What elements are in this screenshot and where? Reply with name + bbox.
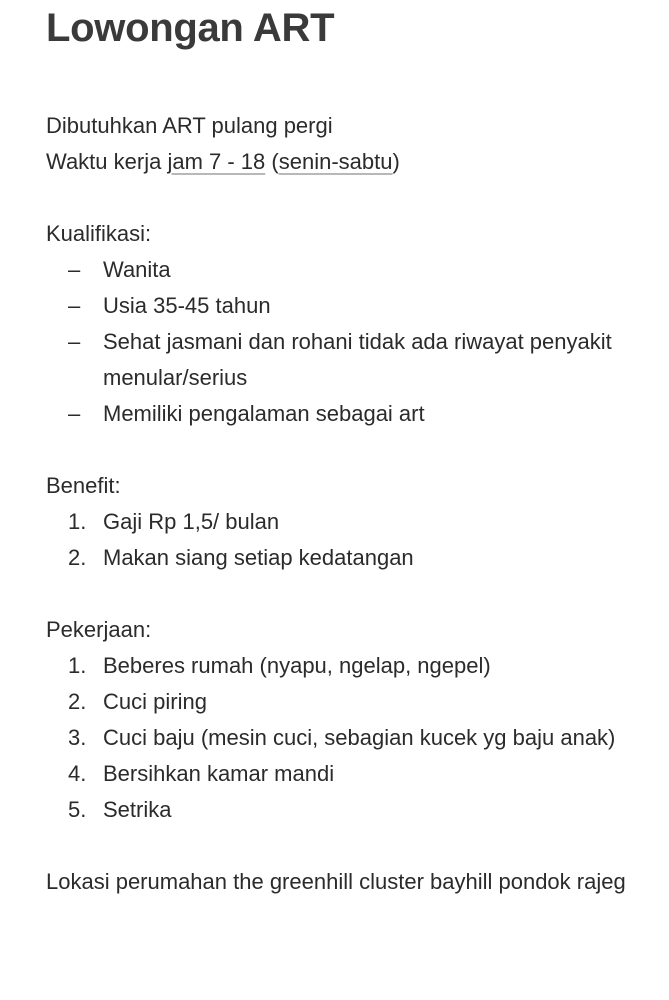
- intro-line-2-prefix: Waktu kerja: [46, 149, 168, 174]
- kualifikasi-list: [46, 252, 649, 432]
- list-item-text: Makan siang setiap kedatangan: [103, 545, 414, 570]
- spacer: [46, 52, 649, 108]
- kualifikasi-heading: Kualifikasi:: [46, 221, 152, 246]
- list-item: [46, 648, 649, 684]
- spacer: [46, 180, 649, 216]
- list-item: [46, 252, 649, 288]
- number-marker: 4.: [68, 761, 87, 786]
- list-item: [46, 540, 649, 576]
- list-item-text: Usia 35-45 tahun: [103, 293, 271, 318]
- list-item-text: Cuci piring: [103, 689, 207, 714]
- number-marker: 2.: [68, 545, 87, 570]
- number-marker: 1.: [68, 509, 87, 534]
- list-item-text: Gaji Rp 1,5/ bulan: [103, 509, 280, 534]
- list-item: [46, 792, 649, 828]
- list-item: [46, 504, 649, 540]
- list-item: [46, 720, 649, 756]
- dash-marker: –: [68, 257, 81, 282]
- list-item-text: Memiliki pengalaman sebagai art: [103, 401, 425, 426]
- dash-marker: –: [68, 293, 81, 318]
- list-item-text: Wanita: [103, 257, 171, 282]
- number-marker: 2.: [68, 689, 87, 714]
- list-item-text: Bersihkan kamar mandi: [103, 761, 335, 786]
- list-item-text: Cuci baju (mesin cuci, sebagian kucek yg baju anak): [103, 725, 616, 750]
- dash-marker: –: [68, 401, 81, 426]
- intro-line-2-mid: (: [265, 149, 279, 174]
- pekerjaan-heading: Pekerjaan:: [46, 617, 152, 642]
- list-item: [46, 756, 649, 792]
- list-item: [46, 396, 649, 432]
- list-item: [46, 288, 649, 324]
- detected-date-link[interactable]: senin-sabtu: [278, 149, 393, 174]
- list-item: [46, 324, 649, 396]
- spacer: [46, 576, 649, 612]
- intro-line-2: [46, 144, 649, 180]
- spacer: [46, 432, 649, 468]
- dash-marker: –: [68, 329, 81, 354]
- number-marker: 5.: [68, 797, 87, 822]
- benefit-heading: Benefit:: [46, 473, 121, 498]
- number-marker: 1.: [68, 653, 87, 678]
- number-marker: 3.: [68, 725, 87, 750]
- intro-line-2-suffix: ): [392, 149, 400, 174]
- list-item-text: Setrika: [103, 797, 172, 822]
- list-item: [46, 684, 649, 720]
- pekerjaan-list: [46, 648, 649, 828]
- list-item-text: Sehat jasmani dan rohani tidak ada riwayat penyakit menular/serius: [103, 329, 612, 390]
- intro-line-1: Dibutuhkan ART pulang pergi: [46, 113, 333, 138]
- detected-time-link[interactable]: jam 7 - 18: [167, 149, 266, 174]
- lokasi-text: Lokasi perumahan the greenhill cluster bayhill pondok rajeg: [46, 869, 626, 894]
- benefit-list: [46, 504, 649, 576]
- note-title: Lowongan ART: [46, 6, 335, 50]
- spacer: [46, 828, 649, 864]
- list-item-text: Beberes rumah (nyapu, ngelap, ngepel): [103, 653, 491, 678]
